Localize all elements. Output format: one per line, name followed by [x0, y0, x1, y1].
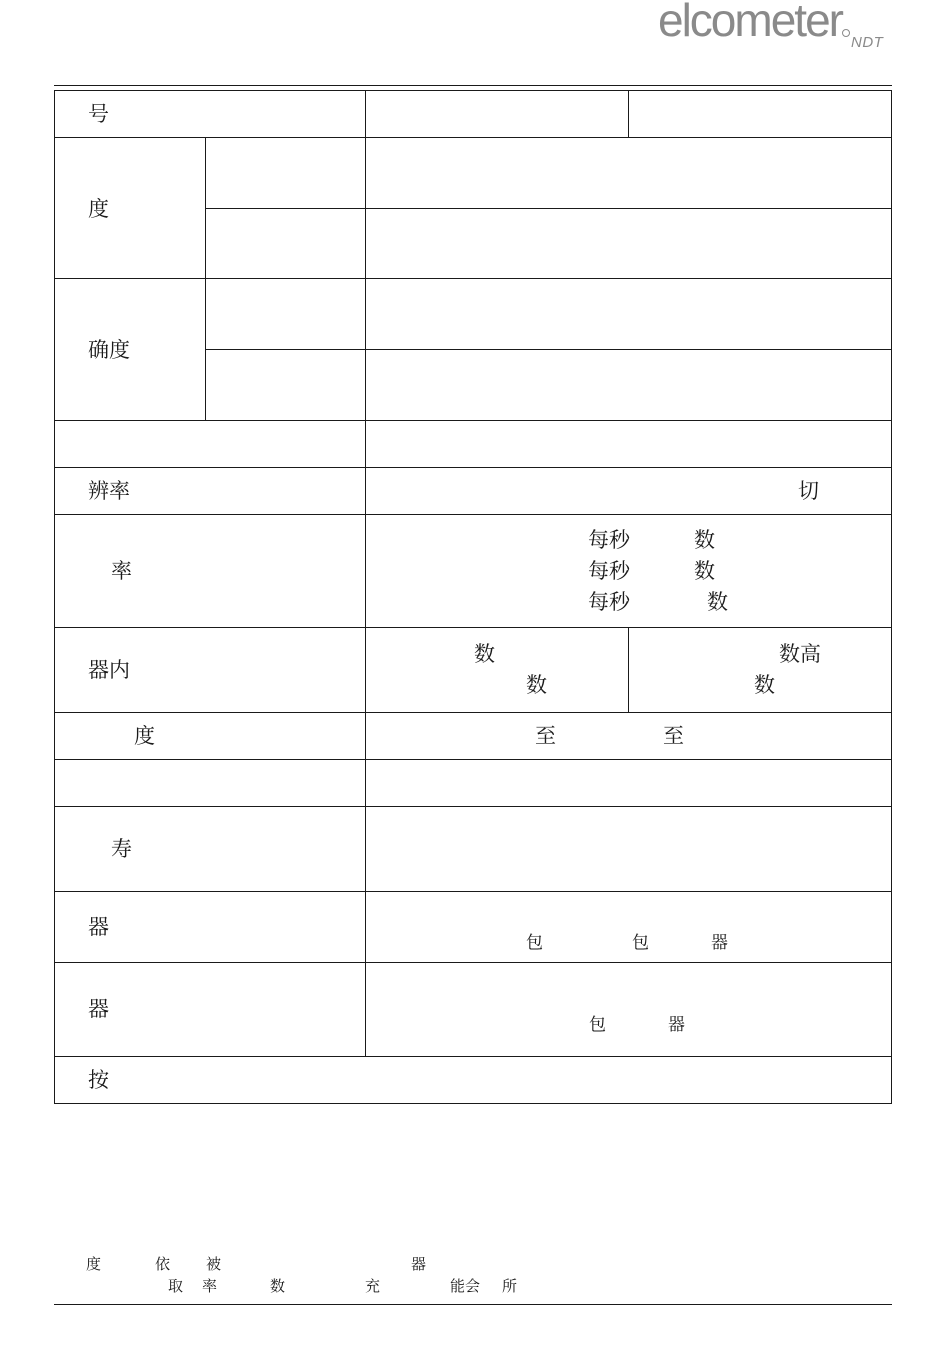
brand-logo	[658, 0, 898, 56]
row-6-line-2-b: 数	[694, 559, 715, 583]
footnote-l2-5: 能会	[450, 1277, 481, 1295]
row-rule	[54, 712, 892, 713]
row-rule	[205, 208, 892, 209]
row-6-line-3-a: 每秒	[588, 590, 630, 614]
row-6-line-3-b: 数	[707, 590, 728, 614]
row-rule	[54, 467, 892, 468]
row-7-right-1: 数高	[779, 642, 821, 666]
row-7-left-1: 数	[474, 642, 495, 666]
row-6-line-2-a: 每秒	[588, 559, 630, 583]
row-8-label: 度	[134, 724, 155, 748]
row-rule	[54, 759, 892, 760]
row-8-to: 至	[663, 724, 684, 748]
header-rule	[54, 85, 892, 86]
footer-rule	[54, 1304, 892, 1305]
col-divider-row1	[628, 90, 629, 137]
row-6-line-1-a: 每秒	[588, 528, 630, 552]
row-rule	[54, 962, 892, 963]
row-12-item-1: 包	[589, 1015, 606, 1035]
row-rule	[54, 806, 892, 807]
row-8-from: 至	[535, 724, 556, 748]
row-5-label: 辨率	[88, 479, 130, 503]
footnote-l2-6: 所	[502, 1277, 518, 1295]
row-11-label: 器	[88, 915, 109, 939]
logo-circle-icon	[842, 29, 850, 37]
row-11-item-1: 包	[526, 933, 543, 953]
footnote-l1-3: 被	[206, 1255, 222, 1273]
row-3-label: 确度	[88, 338, 130, 362]
table-border-top	[54, 90, 892, 91]
footnote-l2-1: 取	[168, 1277, 184, 1295]
table-border-right	[891, 90, 892, 1104]
row-13-label: 按	[88, 1068, 109, 1092]
row-rule	[205, 349, 892, 350]
row-10-label: 寿	[111, 837, 132, 861]
row-rule	[54, 137, 892, 138]
footnote-l1-4: 器	[411, 1255, 427, 1273]
row-12-label: 器	[88, 997, 109, 1021]
row-7-label: 器内	[88, 658, 130, 682]
row-rule	[54, 891, 892, 892]
col-divider	[365, 90, 366, 1056]
row-7-right-2: 数	[754, 673, 775, 697]
row-2-label: 度	[88, 197, 109, 221]
brand-name: elcometer	[658, 0, 842, 46]
row-rule	[54, 420, 892, 421]
brand-sub: NDT	[851, 34, 884, 51]
row-rule	[54, 278, 892, 279]
col-divider-row7	[628, 627, 629, 712]
row-1-label: 号	[88, 102, 109, 126]
row-rule	[54, 514, 892, 515]
row-rule	[54, 627, 892, 628]
table-border-left	[54, 90, 55, 1104]
row-5-value: 切	[798, 479, 819, 503]
footnote-l1-1: 度	[86, 1255, 102, 1273]
row-11-item-2: 包	[632, 933, 649, 953]
footnote-l1-2: 依	[155, 1255, 171, 1273]
row-7-left-2: 数	[526, 673, 547, 697]
row-rule	[54, 1056, 892, 1057]
row-6-line-1-b: 数	[694, 528, 715, 552]
row-11-item-3: 器	[711, 933, 728, 953]
row-6-label: 率	[111, 559, 132, 583]
table-border-bottom	[54, 1103, 892, 1104]
footnote-l2-3: 数	[270, 1277, 286, 1295]
footnote-l2-2: 率	[202, 1277, 218, 1295]
row-12-item-2: 器	[668, 1015, 685, 1035]
footnote-l2-4: 充	[365, 1277, 381, 1295]
